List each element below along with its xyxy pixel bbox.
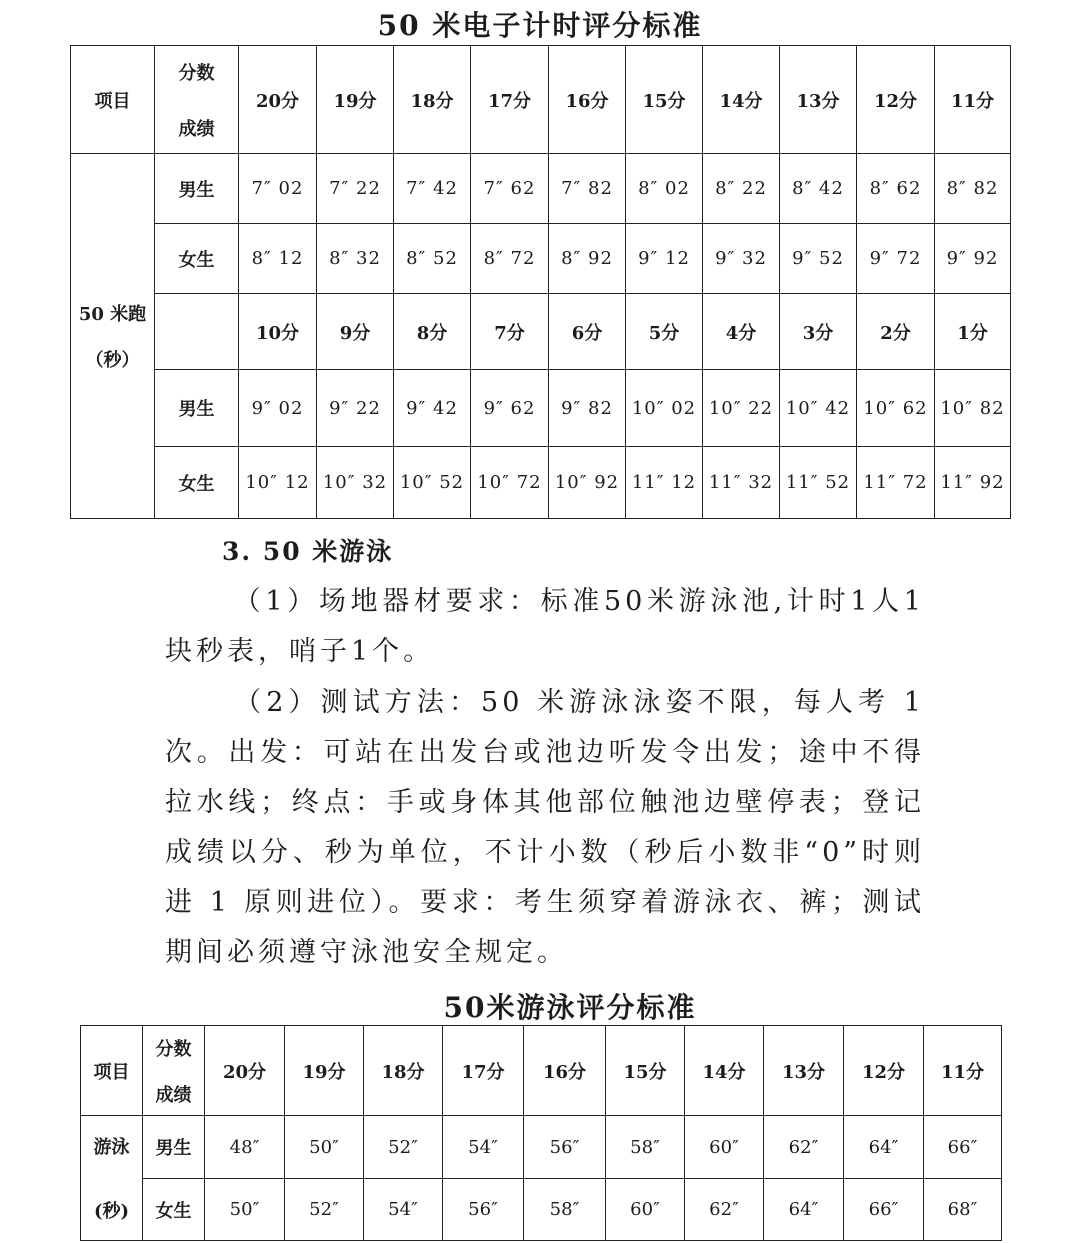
score-header: 7分 <box>471 294 549 370</box>
score-header: 13分 <box>764 1026 844 1116</box>
table-cell: 7″ 02 <box>239 154 317 224</box>
paragraph-text: （2）测试方法：50 米游泳泳姿不限，每人考 1 次。出发：可站在出发台或池边听发令出发；途中不得拉水线；终点：手或身体其他部位触池边壁停表；登记成绩以分、秒为单位，不计小数（秒后小数非“0”时则进 1 原则进位）。要求：考生须穿着游泳衣、裤；测试期间必须遵守泳池安全规定。 <box>165 687 925 968</box>
empty-cell <box>155 294 239 370</box>
score-label: 分数 <box>155 1038 192 1060</box>
score-result-header <box>155 46 239 154</box>
table-cell: 52″ <box>285 1179 364 1241</box>
table-cell: 11″ 72 <box>857 447 935 519</box>
table-row <box>71 154 1011 224</box>
table-cell: 8″ 52 <box>394 224 471 294</box>
score-header: 17分 <box>471 46 549 154</box>
table-cell: 9″ 72 <box>857 224 935 294</box>
table-cell: 58″ <box>524 1179 606 1241</box>
score-header: 18分 <box>394 46 471 154</box>
score-header: 15分 <box>626 46 703 154</box>
swim-score-table <box>80 1025 1002 1241</box>
female-label: 女生 <box>155 447 239 519</box>
table-cell: 54″ <box>443 1116 524 1179</box>
score-header: 20分 <box>239 46 317 154</box>
table-cell: 50″ <box>205 1179 285 1241</box>
score-header: 14分 <box>685 1026 764 1116</box>
event-cell <box>71 154 155 519</box>
paragraph-equipment <box>165 577 925 677</box>
table-cell: 10″ 82 <box>935 370 1011 447</box>
table-cell: 58″ <box>606 1116 685 1179</box>
score-result-header <box>143 1026 205 1116</box>
table-cell: 50″ <box>285 1116 364 1179</box>
table-row <box>71 447 1011 519</box>
table-row <box>71 370 1011 447</box>
score-header: 2分 <box>857 294 935 370</box>
female-label: 女生 <box>155 224 239 294</box>
table-cell: 7″ 22 <box>317 154 394 224</box>
table-cell: 10″ 62 <box>857 370 935 447</box>
table-cell: 7″ 42 <box>394 154 471 224</box>
table-cell: 8″ 12 <box>239 224 317 294</box>
table-cell: 66″ <box>924 1116 1002 1179</box>
table1-header-row <box>71 46 1011 154</box>
table2-header-row <box>81 1026 1002 1116</box>
table-cell: 60″ <box>606 1179 685 1241</box>
male-label: 男生 <box>143 1116 205 1179</box>
event-label: 游泳 <box>93 1137 130 1158</box>
result-label: 成绩 <box>178 118 215 140</box>
table-cell: 64″ <box>764 1179 844 1241</box>
table-cell: 7″ 82 <box>549 154 626 224</box>
table-cell: 11″ 92 <box>935 447 1011 519</box>
table-cell: 10″ 02 <box>626 370 703 447</box>
score-header: 8分 <box>394 294 471 370</box>
score-header: 15分 <box>606 1026 685 1116</box>
table-cell: 10″ 22 <box>703 370 780 447</box>
score-header: 19分 <box>317 46 394 154</box>
table-cell: 9″ 62 <box>471 370 549 447</box>
table-cell: 10″ 32 <box>317 447 394 519</box>
score-header: 5分 <box>626 294 703 370</box>
table-cell: 62″ <box>764 1116 844 1179</box>
table-cell: 56″ <box>524 1116 606 1179</box>
score-header: 1分 <box>935 294 1011 370</box>
table-cell: 52″ <box>364 1116 443 1179</box>
table-cell: 9″ 42 <box>394 370 471 447</box>
table-cell: 9″ 52 <box>780 224 857 294</box>
score-header: 17分 <box>443 1026 524 1116</box>
female-label: 女生 <box>143 1179 205 1241</box>
event-label: 50 米跑 <box>78 304 147 325</box>
score-header: 11分 <box>924 1026 1002 1116</box>
table-cell: 9″ 32 <box>703 224 780 294</box>
paragraph-text: （1）场地器材要求：标准50米游泳池,计时1人1块秒表，哨子1个。 <box>165 586 925 667</box>
table-cell: 64″ <box>844 1116 924 1179</box>
table-cell: 7″ 62 <box>471 154 549 224</box>
score-header: 6分 <box>549 294 626 370</box>
table-cell: 8″ 42 <box>780 154 857 224</box>
score-header: 20分 <box>205 1026 285 1116</box>
table-cell: 8″ 02 <box>626 154 703 224</box>
score-label: 分数 <box>178 62 215 84</box>
score-header: 18分 <box>364 1026 443 1116</box>
table-cell: 10″ 92 <box>549 447 626 519</box>
score-header: 16分 <box>549 46 626 154</box>
table-cell: 9″ 82 <box>549 370 626 447</box>
score-header: 4分 <box>703 294 780 370</box>
score-header: 12分 <box>844 1026 924 1116</box>
table-cell: 9″ 22 <box>317 370 394 447</box>
table-cell: 8″ 72 <box>471 224 549 294</box>
item-header: 项目 <box>71 46 155 154</box>
run-score-table <box>70 45 1011 519</box>
section-heading: 3. 50 米游泳 <box>222 537 394 566</box>
unit-label: （秒） <box>85 350 140 371</box>
score-header: 19分 <box>285 1026 364 1116</box>
paragraph-method <box>165 678 925 978</box>
table-cell: 8″ 82 <box>935 154 1011 224</box>
score-header: 16分 <box>524 1026 606 1116</box>
event-cell <box>81 1116 143 1241</box>
table-cell: 11″ 32 <box>703 447 780 519</box>
table2-title: 50米游泳评分标准 <box>443 991 697 1024</box>
score-header: 12分 <box>857 46 935 154</box>
male-label: 男生 <box>155 370 239 447</box>
table-row <box>71 294 1011 370</box>
score-header: 9分 <box>317 294 394 370</box>
table-cell: 66″ <box>844 1179 924 1241</box>
score-header: 13分 <box>780 46 857 154</box>
table-cell: 9″ 02 <box>239 370 317 447</box>
item-header: 项目 <box>81 1026 143 1116</box>
table-cell: 10″ 12 <box>239 447 317 519</box>
table-cell: 54″ <box>364 1179 443 1241</box>
table-cell: 9″ 92 <box>935 224 1011 294</box>
table-cell: 8″ 32 <box>317 224 394 294</box>
score-header: 11分 <box>935 46 1011 154</box>
table-cell: 8″ 92 <box>549 224 626 294</box>
table-row <box>81 1116 1002 1179</box>
table-cell: 60″ <box>685 1116 764 1179</box>
table-cell: 68″ <box>924 1179 1002 1241</box>
table-cell: 10″ 52 <box>394 447 471 519</box>
score-header: 3分 <box>780 294 857 370</box>
table-cell: 11″ 12 <box>626 447 703 519</box>
result-label: 成绩 <box>155 1084 192 1106</box>
table-row <box>81 1179 1002 1241</box>
table-cell: 62″ <box>685 1179 764 1241</box>
table-cell: 11″ 52 <box>780 447 857 519</box>
table-cell: 56″ <box>443 1179 524 1241</box>
score-header: 14分 <box>703 46 780 154</box>
table-row <box>71 224 1011 294</box>
unit-label: (秒) <box>93 1201 130 1222</box>
table-cell: 9″ 12 <box>626 224 703 294</box>
table-cell: 10″ 72 <box>471 447 549 519</box>
table1-title: 50 米电子计时评分标准 <box>377 9 703 42</box>
table-cell: 10″ 42 <box>780 370 857 447</box>
table-cell: 8″ 22 <box>703 154 780 224</box>
table-cell: 48″ <box>205 1116 285 1179</box>
score-header: 10分 <box>239 294 317 370</box>
male-label: 男生 <box>155 154 239 224</box>
table-cell: 8″ 62 <box>857 154 935 224</box>
